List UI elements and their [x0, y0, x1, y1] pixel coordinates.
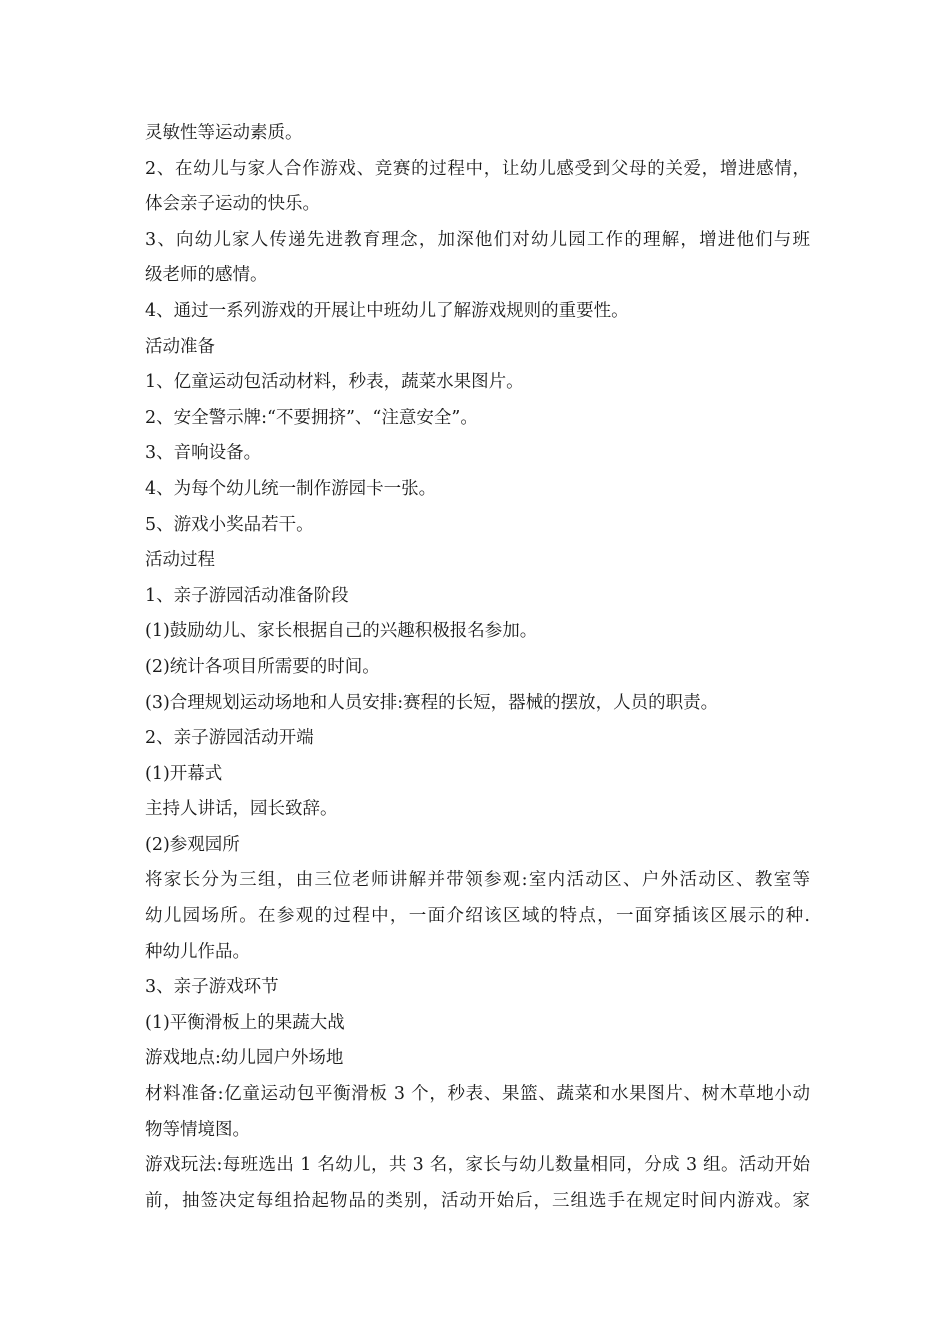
text-line: 2、安全警示牌:“不要拥挤”、“注意安全”。 — [145, 407, 478, 428]
text-line: 活动过程 — [145, 550, 215, 571]
text-line: 3、向幼儿家人传递先进教育理念，加深他们对幼儿园工作的理解，增进他们与班 — [145, 229, 810, 250]
text-line: (2)参观园所 — [145, 834, 240, 855]
text-line: 游戏玩法:每班选出 1 名幼儿，共 3 名，家长与幼儿数量相同，分成 3 组。活动开始 — [145, 1155, 810, 1176]
text-line: 将家长分为三组，由三位老师讲解并带领参观:室内活动区、户外活动区、教室等 — [145, 870, 810, 891]
text-line: 游戏地点:幼儿园户外场地 — [145, 1048, 344, 1069]
text-line: 4、为每个幼儿统一制作游园卡一张。 — [145, 478, 437, 499]
text-line: 3、音响设备。 — [145, 443, 262, 464]
text-line: 幼儿园场所。在参观的过程中，一面介绍该区域的特点，一面穿插该区展示的种. — [145, 906, 810, 927]
text-line: 级老师的感情。 — [145, 265, 268, 286]
text-line: 1、亿童运动包活动材料，秒表，蔬菜水果图片。 — [145, 372, 524, 393]
text-line: (2)统计各项目所需要的时间。 — [145, 656, 380, 677]
text-line: 主持人讲话，园长致辞。 — [145, 799, 338, 820]
text-line: (3)合理规划运动场地和人员安排:赛程的长短，器械的摆放，人员的职责。 — [145, 692, 719, 713]
text-line: 灵敏性等运动素质。 — [145, 123, 303, 143]
text-line: 体会亲子运动的快乐。 — [145, 194, 320, 215]
text-line: 2、亲子游园活动开端 — [145, 728, 314, 749]
text-line: (1)鼓励幼儿、家长根据自己的兴趣积极报名参加。 — [145, 621, 538, 642]
text-line: (1)开幕式 — [145, 763, 223, 784]
text-line: 前，抽签决定每组拾起物品的类别，活动开始后，三组选手在规定时间内游戏。家 — [145, 1190, 810, 1211]
text-line: 3、亲子游戏环节 — [145, 977, 279, 998]
text-line: 物等情境图。 — [145, 1119, 250, 1140]
text-line: 活动准备 — [145, 336, 215, 357]
text-line: (1)平衡滑板上的果蔬大战 — [145, 1012, 345, 1033]
text-line: 种幼儿作品。 — [145, 941, 250, 962]
text-line: 材料准备:亿童运动包平衡滑板 3 个，秒表、果篮、蔬菜和水果图片、树木草地小动 — [145, 1084, 810, 1105]
document-body — [145, 116, 810, 1219]
text-line: 4、通过一系列游戏的开展让中班幼儿了解游戏规则的重要性。 — [145, 300, 629, 321]
text-line: 5、游戏小奖品若干。 — [145, 514, 314, 535]
text-line: 2、在幼儿与家人合作游戏、竞赛的过程中，让幼儿感受到父母的关爱，增进感情， — [145, 158, 810, 179]
text-line: 1、亲子游园活动准备阶段 — [145, 585, 349, 606]
